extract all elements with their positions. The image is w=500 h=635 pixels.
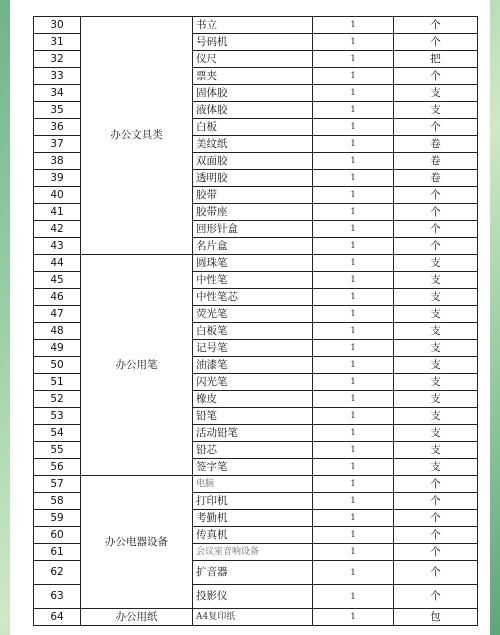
row-number: 48 (34, 323, 81, 340)
item-unit: 支 (394, 85, 478, 102)
item-name: 双面胶 (193, 153, 313, 170)
item-qty: 1 (313, 425, 394, 442)
item-name: 打印机 (193, 493, 313, 510)
item-unit: 个 (394, 510, 478, 527)
item-unit: 把 (394, 51, 478, 68)
row-number: 62 (34, 561, 81, 585)
row-number: 47 (34, 306, 81, 323)
item-unit: 支 (394, 340, 478, 357)
item-qty: 1 (313, 493, 394, 510)
row-number: 64 (34, 609, 81, 626)
item-qty: 1 (313, 391, 394, 408)
item-unit: 个 (394, 527, 478, 544)
category-cell: 办公用笔 (81, 255, 193, 476)
item-name: 书立 (193, 17, 313, 34)
item-name: 仪尺 (193, 51, 313, 68)
item-unit: 支 (394, 425, 478, 442)
item-name: 固体胶 (193, 85, 313, 102)
item-qty: 1 (313, 153, 394, 170)
item-name: 活动铅笔 (193, 425, 313, 442)
item-name: 铅笔 (193, 408, 313, 425)
document-page (10, 0, 490, 635)
row-number: 50 (34, 357, 81, 374)
item-qty: 1 (313, 238, 394, 255)
item-name: 中性笔 (193, 272, 313, 289)
item-unit: 支 (394, 272, 478, 289)
item-name: 油漆笔 (193, 357, 313, 374)
item-name: 橡皮 (193, 391, 313, 408)
row-number: 45 (34, 272, 81, 289)
item-unit: 个 (394, 119, 478, 136)
item-qty: 1 (313, 68, 394, 85)
item-unit: 个 (394, 476, 478, 493)
item-name: 签字笔 (193, 459, 313, 476)
item-name: 扩音器 (193, 561, 313, 585)
item-unit: 个 (394, 238, 478, 255)
item-name: 电脑 (193, 476, 313, 493)
row-number: 35 (34, 102, 81, 119)
item-unit: 支 (394, 323, 478, 340)
item-unit: 支 (394, 442, 478, 459)
table-row (34, 17, 478, 34)
row-number: 44 (34, 255, 81, 272)
item-name: A4复印纸 (193, 609, 313, 626)
row-number: 38 (34, 153, 81, 170)
item-unit: 卷 (394, 136, 478, 153)
item-qty: 1 (313, 561, 394, 585)
item-qty: 1 (313, 357, 394, 374)
row-number: 55 (34, 442, 81, 459)
item-qty: 1 (313, 221, 394, 238)
row-number: 58 (34, 493, 81, 510)
row-number: 59 (34, 510, 81, 527)
item-qty: 1 (313, 102, 394, 119)
item-unit: 支 (394, 255, 478, 272)
row-number: 36 (34, 119, 81, 136)
item-qty: 1 (313, 408, 394, 425)
item-name: 回形针盒 (193, 221, 313, 238)
item-unit: 个 (394, 187, 478, 204)
item-unit: 个 (394, 561, 478, 585)
item-unit: 支 (394, 391, 478, 408)
item-qty: 1 (313, 459, 394, 476)
item-qty: 1 (313, 170, 394, 187)
row-number: 63 (34, 585, 81, 609)
item-name: 胶带 (193, 187, 313, 204)
row-number: 52 (34, 391, 81, 408)
item-unit: 支 (394, 306, 478, 323)
item-unit: 个 (394, 221, 478, 238)
row-number: 56 (34, 459, 81, 476)
item-name: 投影仪 (193, 585, 313, 609)
row-number: 61 (34, 544, 81, 561)
item-qty: 1 (313, 306, 394, 323)
row-number: 37 (34, 136, 81, 153)
item-name: 名片盒 (193, 238, 313, 255)
item-name: 荧光笔 (193, 306, 313, 323)
table-row (34, 255, 478, 272)
item-qty: 1 (313, 34, 394, 51)
item-qty: 1 (313, 119, 394, 136)
item-name: 白板笔 (193, 323, 313, 340)
item-name: 铅芯 (193, 442, 313, 459)
row-number: 30 (34, 17, 81, 34)
row-number: 57 (34, 476, 81, 493)
row-number: 31 (34, 34, 81, 51)
item-unit: 个 (394, 585, 478, 609)
item-qty: 1 (313, 17, 394, 34)
item-unit: 个 (394, 17, 478, 34)
category-cell: 办公文具类 (81, 17, 193, 255)
row-number: 49 (34, 340, 81, 357)
item-unit: 卷 (394, 170, 478, 187)
item-unit: 卷 (394, 153, 478, 170)
row-number: 34 (34, 85, 81, 102)
row-number: 43 (34, 238, 81, 255)
item-qty: 1 (313, 136, 394, 153)
table-row (34, 476, 478, 493)
item-unit: 支 (394, 408, 478, 425)
item-qty: 1 (313, 272, 394, 289)
item-qty: 1 (313, 255, 394, 272)
item-name: 号码机 (193, 34, 313, 51)
row-number: 41 (34, 204, 81, 221)
item-qty: 1 (313, 204, 394, 221)
item-qty: 1 (313, 85, 394, 102)
item-qty: 1 (313, 527, 394, 544)
item-qty: 1 (313, 187, 394, 204)
item-name: 美纹纸 (193, 136, 313, 153)
row-number: 51 (34, 374, 81, 391)
item-unit: 个 (394, 34, 478, 51)
item-name: 票夹 (193, 68, 313, 85)
row-number: 39 (34, 170, 81, 187)
item-name: 透明胶 (193, 170, 313, 187)
item-qty: 1 (313, 51, 394, 68)
item-name: 圆珠笔 (193, 255, 313, 272)
row-number: 42 (34, 221, 81, 238)
row-number: 33 (34, 68, 81, 85)
item-qty: 1 (313, 323, 394, 340)
item-name: 中性笔芯 (193, 289, 313, 306)
item-unit: 个 (394, 68, 478, 85)
item-qty: 1 (313, 544, 394, 561)
item-qty: 1 (313, 476, 394, 493)
item-qty: 1 (313, 585, 394, 609)
category-cell: 办公电器设备 (81, 476, 193, 609)
item-qty: 1 (313, 609, 394, 626)
item-unit: 个 (394, 493, 478, 510)
item-name: 会议室音响设备 (193, 544, 313, 561)
item-qty: 1 (313, 340, 394, 357)
item-unit: 支 (394, 459, 478, 476)
item-qty: 1 (313, 289, 394, 306)
row-number: 40 (34, 187, 81, 204)
background-right (490, 0, 500, 635)
item-name: 白板 (193, 119, 313, 136)
row-number: 53 (34, 408, 81, 425)
item-unit: 支 (394, 374, 478, 391)
category-cell: 办公用纸 (81, 609, 193, 626)
item-name: 记号笔 (193, 340, 313, 357)
supplies-table (33, 16, 478, 626)
table-row (34, 609, 478, 626)
row-number: 60 (34, 527, 81, 544)
item-name: 胶带座 (193, 204, 313, 221)
background-left (0, 0, 10, 635)
item-name: 考勤机 (193, 510, 313, 527)
row-number: 54 (34, 425, 81, 442)
item-unit: 支 (394, 289, 478, 306)
item-unit: 支 (394, 357, 478, 374)
item-name: 传真机 (193, 527, 313, 544)
item-unit: 包 (394, 609, 478, 626)
row-number: 32 (34, 51, 81, 68)
item-unit: 个 (394, 204, 478, 221)
item-qty: 1 (313, 442, 394, 459)
item-unit: 个 (394, 544, 478, 561)
item-qty: 1 (313, 510, 394, 527)
item-qty: 1 (313, 374, 394, 391)
item-name: 闪光笔 (193, 374, 313, 391)
item-unit: 支 (394, 102, 478, 119)
item-name: 液体胶 (193, 102, 313, 119)
row-number: 46 (34, 289, 81, 306)
